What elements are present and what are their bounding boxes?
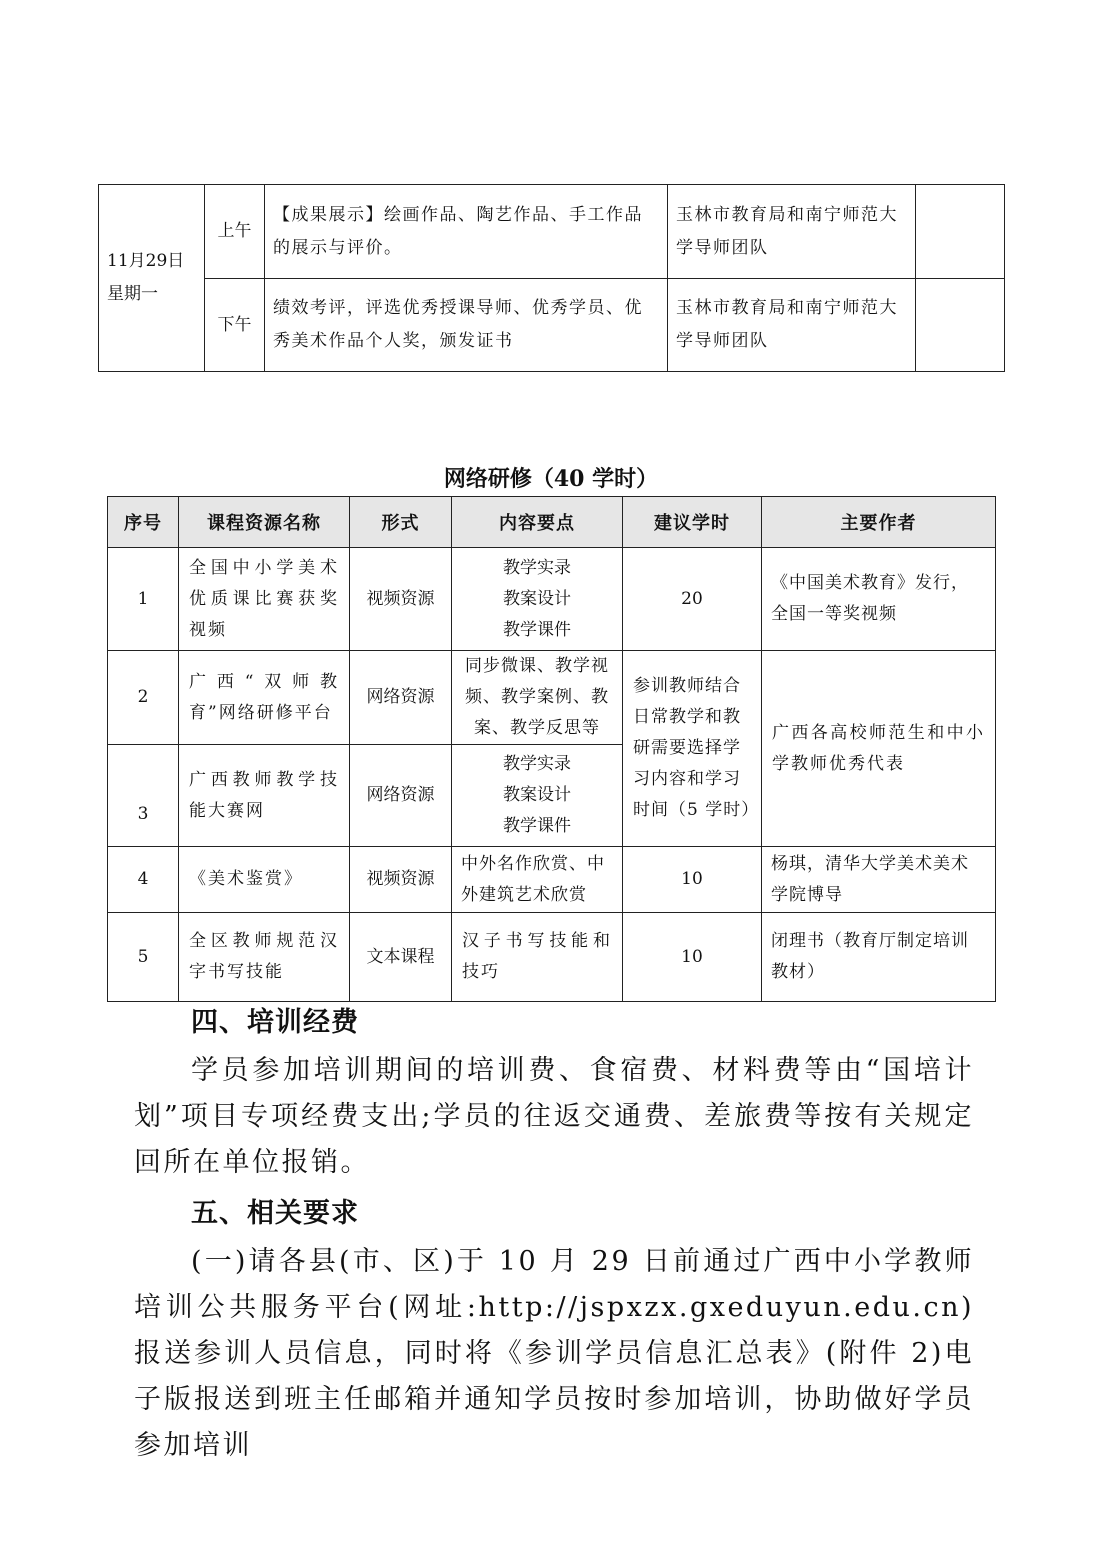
header-seq: 序号 (108, 497, 179, 548)
table-row (108, 548, 996, 651)
online-study-table (107, 496, 996, 1002)
table-row (108, 913, 996, 1002)
row-form: 视频资源 (350, 548, 452, 651)
section-heading: 五、相关要求 (191, 1198, 359, 1229)
section-heading: 四、培训经费 (191, 1007, 359, 1038)
row-content (452, 548, 623, 651)
online-study-title: 网络研修（40 学时） (443, 466, 659, 492)
row-form: 网络资源 (350, 651, 452, 745)
schedule-org: 玉林市教育局和南宁师范大学导师团队 (668, 185, 916, 279)
row-author: 杨琪，清华大学美术美术学院博导 (762, 847, 996, 913)
schedule-content: 【成果展示】绘画作品、陶艺作品、手工作品的展示与评价。 (265, 185, 668, 279)
header-author: 主要作者 (762, 497, 996, 548)
schedule-note (916, 279, 1005, 372)
row-author: 闭理书（教育厅制定培训教材） (762, 913, 996, 1002)
row-name: 广西“双师教育”网络研修平台 (179, 651, 350, 745)
schedule-session: 上午 (205, 185, 265, 279)
row-hours: 10 (623, 913, 762, 1002)
row-content: 中外名作欣赏、中外建筑艺术欣赏 (452, 847, 623, 913)
row-content: 同步微课、教学视频、教学案例、教案、教学反思等 (452, 651, 623, 745)
content-item: 教学实录 (503, 754, 571, 774)
row-seq: 3 (108, 745, 179, 847)
row-content (452, 745, 623, 847)
row-name: 全国中小学美术优质课比赛获奖视频 (179, 548, 350, 651)
content-item: 教学课件 (503, 816, 571, 836)
row-form: 网络资源 (350, 745, 452, 847)
row-form: 视频资源 (350, 847, 452, 913)
row-seq: 4 (108, 847, 179, 913)
row-name: 《美术鉴赏》 (179, 847, 350, 913)
content-item: 教案设计 (503, 588, 571, 609)
row-seq: 5 (108, 913, 179, 1002)
row-hours-merged: 参训教师结合日常教学和教研需要选择学习内容和学习时间（5 学时） (623, 651, 762, 847)
table-row (108, 847, 996, 913)
schedule-table (98, 184, 1005, 372)
row-author: 《中国美术教育》发行，全国一等奖视频 (762, 548, 996, 651)
row-author-merged: 广西各高校师范生和中小学教师优秀代表 (762, 651, 996, 847)
content-item: 教学实录 (503, 557, 571, 578)
row-content: 汉子书写技能和技巧 (452, 913, 623, 1002)
row-form: 文本课程 (350, 913, 452, 1002)
schedule-session: 下午 (205, 279, 265, 372)
row-seq: 1 (108, 548, 179, 651)
schedule-date-cell (99, 185, 205, 372)
schedule-note (916, 185, 1005, 279)
schedule-date: 11月29日 (107, 251, 185, 271)
header-form: 形式 (350, 497, 452, 548)
schedule-content: 绩效考评，评选优秀授课导师、优秀学员、优秀美术作品个人奖，颁发证书 (265, 279, 668, 372)
section-paragraph: 学员参加培训期间的培训费、食宿费、材料费等由“国培计划”项目专项经费支出;学员的往返交通费、差旅费等按有关规定回所在单位报销。 (134, 1055, 974, 1178)
header-content: 内容要点 (452, 497, 623, 548)
schedule-weekday: 星期一 (107, 284, 158, 304)
content-item: 教案设计 (503, 785, 571, 805)
table-header-row (108, 497, 996, 548)
row-name: 广西教师教学技能大赛网 (179, 745, 350, 847)
table-row (108, 651, 996, 745)
row-seq: 2 (108, 651, 179, 745)
section-paragraph: (一)请各县(市、区)于 10 月 29 日前通过广西中小学教师培训公共服务平台(网址:http://jspxzx.gxeduyun.edu.cn)报送参训人员信息，同时将《参训学员信息汇总表》(附件 2)电子版报送到班主任邮箱并通知学员按时参加培训，协助做好学员参加培训 (134, 1246, 974, 1461)
schedule-org: 玉林市教育局和南宁师范大学导师团队 (668, 279, 916, 372)
row-name: 全区教师规范汉字书写技能 (179, 913, 350, 1002)
header-hours: 建议学时 (623, 497, 762, 548)
row-hours: 20 (623, 548, 762, 651)
row-hours: 10 (623, 847, 762, 913)
content-item: 教学课件 (503, 619, 571, 640)
header-name: 课程资源名称 (179, 497, 350, 548)
